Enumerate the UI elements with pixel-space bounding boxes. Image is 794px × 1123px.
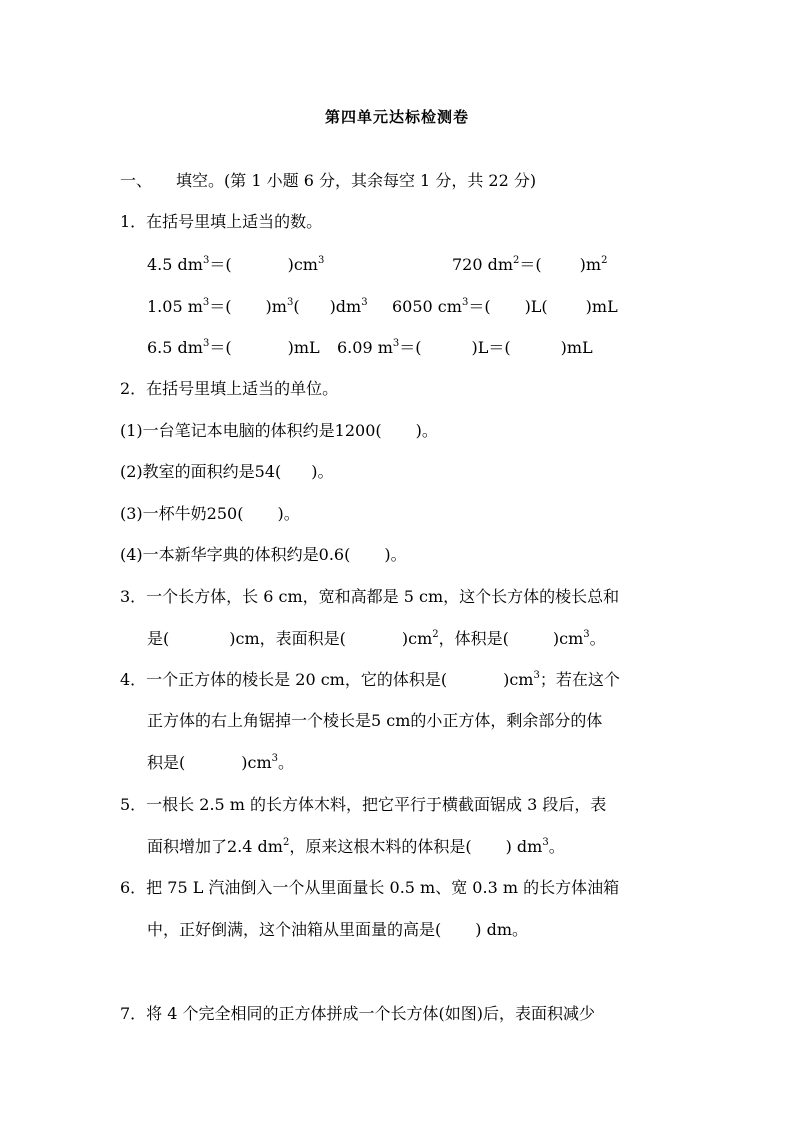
- q5-line-1: 5．一根长 2.5 m 的长方体木料，把它平行于横截面锯成 3 段后，表: [120, 795, 607, 814]
- q3-line-2: 是( )cm，表面积是( )$cm^2$，体积是( )$cm^3$。: [147, 628, 606, 648]
- q1-row3-right: 6.09 $m^3=$( )L＝( )mL: [337, 337, 593, 357]
- q1-row3-left: 6.5 $dm^3=$( )mL: [147, 337, 320, 357]
- section-number: 一、: [120, 171, 153, 190]
- q2-item-3: (3)一杯牛奶250( )。: [120, 504, 300, 523]
- q1-row1-left: 4.5 $dm^3=$( )$cm^3$: [147, 254, 325, 274]
- q4-line-2: 正方体的右上角锯掉一个棱长是5 cm的小正方体，剩余部分的体: [147, 711, 603, 730]
- q1-row2-left: 1.05 $m^3=$( )$m^3$( )$dm^3$: [147, 296, 368, 316]
- q1-row1-right: 720 $dm^2=$( )$m^2$: [452, 254, 608, 274]
- q2-item-1: (1)一台笔记本电脑的体积约是1200( )。: [120, 421, 438, 440]
- q4-line-3: 积是( )$cm^3$。: [147, 752, 295, 772]
- section-instructions: 填空。(第 1 小题 6 分，其余每空 1 分，共 22 分): [176, 171, 537, 190]
- q6-line-2: 中，正好倒满，这个油箱从里面量的高是( ) dm。: [147, 920, 528, 939]
- q1-row2-right: 6050 $cm^3=$( )L( )mL: [392, 296, 618, 316]
- q2-item-4: (4)一本新华字典的体积约是0.6( )。: [120, 545, 407, 564]
- q5-line-2: 面积增加了2.4 $dm^2$，原来这根木料的体积是( ) $dm^3$。: [147, 836, 565, 856]
- q3-line-1: 3．一个长方体，长 6 cm，宽和高都是 5 cm，这个长方体的棱长总和: [120, 587, 620, 606]
- q4-line-1: 4．一个正方体的棱长是 20 cm，它的体积是( )$cm^3$；若在这个: [120, 669, 620, 689]
- q2-item-2: (2)教室的面积约是54( )。: [120, 462, 334, 481]
- q1-stem: 1．在括号里填上适当的数。: [120, 212, 323, 231]
- q6-line-1: 6．把 75 L 汽油倒入一个从里面量长 0.5 m、宽 0.3 m 的长方体油箱: [120, 878, 620, 897]
- q2-stem: 2．在括号里填上适当的单位。: [120, 379, 339, 398]
- page-title: 第四单元达标检测卷: [324, 108, 469, 126]
- section-heading: [120, 170, 536, 192]
- q7-line-1: 7．将 4 个完全相同的正方体拼成一个长方体(如图)后，表面积减少: [120, 1004, 596, 1023]
